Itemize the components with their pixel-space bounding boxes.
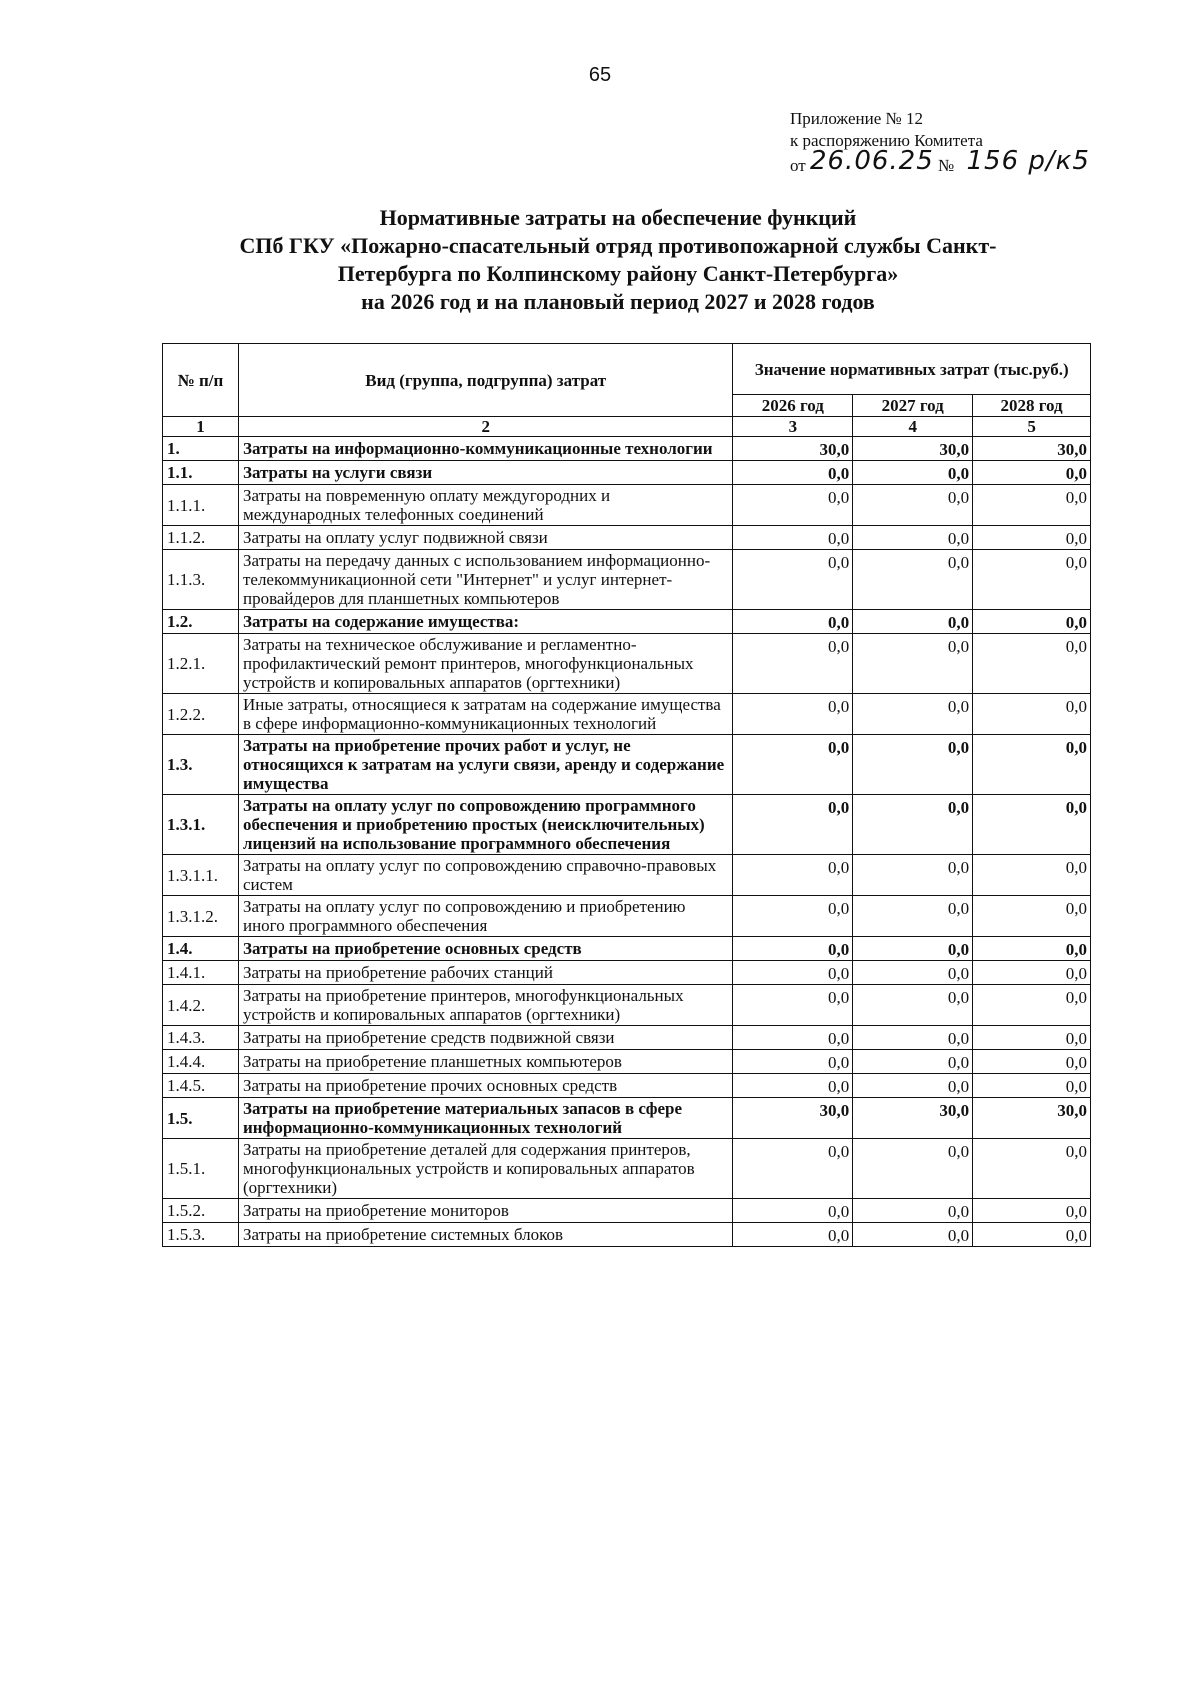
value-2027: 0,0 (853, 1050, 973, 1074)
title-line-4: на 2026 год и на плановый период 2027 и 2028 годов (361, 289, 875, 314)
row-name: Затраты на приобретение прочих основных средств (238, 1074, 732, 1098)
value-2027: 30,0 (853, 437, 973, 461)
value-2026: 30,0 (733, 437, 853, 461)
table-row (163, 985, 1091, 1026)
row-name: Затраты на техническое обслуживание и регламентно-профилактический ремонт принтеров, многофункциональных устройств и копировальных аппаратов (оргтехники) (238, 634, 732, 694)
value-2027: 0,0 (853, 1223, 973, 1247)
value-2027: 0,0 (853, 610, 973, 634)
value-2028: 0,0 (973, 1026, 1091, 1050)
row-code: 1.4.2. (163, 985, 239, 1026)
value-2026: 0,0 (733, 610, 853, 634)
value-2028: 0,0 (973, 1074, 1091, 1098)
value-2028: 0,0 (973, 526, 1091, 550)
value-2028: 0,0 (973, 485, 1091, 526)
header-type: Вид (группа, подгруппа) затрат (238, 344, 732, 417)
value-2026: 0,0 (733, 985, 853, 1026)
appendix-date-line (790, 146, 1090, 177)
value-2027: 0,0 (853, 1199, 973, 1223)
appendix-order-ref: к распоряжению Комитета (790, 131, 983, 150)
table-row (163, 694, 1091, 735)
row-name: Затраты на оплату услуг по сопровождению справочно-правовых систем (238, 855, 732, 896)
row-name: Затраты на приобретение основных средств (238, 937, 732, 961)
row-name: Затраты на приобретение принтеров, многофункциональных устройств и копировальных аппаратов (оргтехники) (238, 985, 732, 1026)
value-2027: 0,0 (853, 694, 973, 735)
table-row (163, 735, 1091, 795)
value-2028: 0,0 (973, 896, 1091, 937)
document-title (150, 204, 1086, 316)
row-name: Затраты на приобретение материальных запасов в сфере информационно-коммуникационных технологий (238, 1098, 732, 1139)
value-2026: 30,0 (733, 1098, 853, 1139)
column-index: 3 (733, 417, 853, 437)
table-row (163, 550, 1091, 610)
row-code: 1.5. (163, 1098, 239, 1139)
value-2028: 0,0 (973, 634, 1091, 694)
table-row (163, 795, 1091, 855)
value-2026: 0,0 (733, 1223, 853, 1247)
value-2027: 0,0 (853, 485, 973, 526)
value-2027: 0,0 (853, 526, 973, 550)
value-2026: 0,0 (733, 961, 853, 985)
row-name: Иные затраты, относящиеся к затратам на содержание имущества в сфере информационно-коммуникационных технологий (238, 694, 732, 735)
table-row (163, 896, 1091, 937)
column-index: 5 (973, 417, 1091, 437)
row-code: 1.4.4. (163, 1050, 239, 1074)
row-name: Затраты на приобретение планшетных компьютеров (238, 1050, 732, 1074)
column-index: 4 (853, 417, 973, 437)
value-2026: 0,0 (733, 1074, 853, 1098)
value-2026: 0,0 (733, 461, 853, 485)
row-name: Затраты на приобретение прочих работ и услуг, не относящихся к затратам на услуги связи, аренду и содержание имущества (238, 735, 732, 795)
value-2027: 0,0 (853, 634, 973, 694)
table-row (163, 1139, 1091, 1199)
row-name: Затраты на приобретение мониторов (238, 1199, 732, 1223)
value-2028: 0,0 (973, 1050, 1091, 1074)
value-2028: 0,0 (973, 795, 1091, 855)
row-code: 1.1.1. (163, 485, 239, 526)
value-2027: 0,0 (853, 855, 973, 896)
value-2028: 0,0 (973, 855, 1091, 896)
header-2027: 2027 год (853, 395, 973, 417)
row-name: Затраты на повременную оплату междугородних и международных телефонных соединений (238, 485, 732, 526)
value-2027: 0,0 (853, 937, 973, 961)
value-2026: 0,0 (733, 1199, 853, 1223)
value-2028: 0,0 (973, 550, 1091, 610)
table-row (163, 610, 1091, 634)
value-2027: 0,0 (853, 735, 973, 795)
value-2028: 30,0 (973, 1098, 1091, 1139)
value-2028: 0,0 (973, 735, 1091, 795)
row-code: 1.4.1. (163, 961, 239, 985)
appendix-block (790, 108, 1090, 177)
table-row (163, 961, 1091, 985)
value-2027: 0,0 (853, 1074, 973, 1098)
row-code: 1.1.2. (163, 526, 239, 550)
row-code: 1.4. (163, 937, 239, 961)
value-2027: 30,0 (853, 1098, 973, 1139)
table-row (163, 1098, 1091, 1139)
title-line-3: Петербурга по Колпинскому району Санкт-Петербурга» (337, 261, 899, 286)
table-row (163, 1026, 1091, 1050)
table-row (163, 1199, 1091, 1223)
table-row (163, 1074, 1091, 1098)
row-code: 1.5.3. (163, 1223, 239, 1247)
handwritten-number: 156 р/к5 (966, 146, 1090, 176)
title-line-1: Нормативные затраты на обеспечение функций (379, 205, 857, 230)
costs-table (162, 343, 1091, 1247)
value-2026: 0,0 (733, 634, 853, 694)
value-2027: 0,0 (853, 896, 973, 937)
column-index: 1 (163, 417, 239, 437)
appendix-date-prefix: от (790, 156, 806, 175)
appendix-number-sign: № (938, 156, 955, 175)
row-name: Затраты на услуги связи (238, 461, 732, 485)
row-name: Затраты на приобретение средств подвижной связи (238, 1026, 732, 1050)
header-2026: 2026 год (733, 395, 853, 417)
value-2027: 0,0 (853, 795, 973, 855)
table-row (163, 437, 1091, 461)
value-2028: 0,0 (973, 937, 1091, 961)
value-2028: 30,0 (973, 437, 1091, 461)
value-2028: 0,0 (973, 610, 1091, 634)
value-2026: 0,0 (733, 550, 853, 610)
row-name: Затраты на передачу данных с использованием информационно-телекоммуникационной сети "Интернет" и услуг интернет-провайдеров для планшетных компьютеров (238, 550, 732, 610)
header-2028: 2028 год (973, 395, 1091, 417)
table-header-row (163, 344, 1091, 395)
page-number: 65 (588, 64, 612, 86)
value-2026: 0,0 (733, 526, 853, 550)
title-line-2: СПб ГКУ «Пожарно-спасательный отряд противопожарной службы Санкт- (239, 233, 997, 258)
table-row (163, 526, 1091, 550)
value-2028: 0,0 (973, 694, 1091, 735)
value-2026: 0,0 (733, 795, 853, 855)
value-2026: 0,0 (733, 1026, 853, 1050)
header-num: № п/п (163, 344, 239, 417)
value-2026: 0,0 (733, 694, 853, 735)
value-2026: 0,0 (733, 1139, 853, 1199)
value-2027: 0,0 (853, 1139, 973, 1199)
row-code: 1.3.1. (163, 795, 239, 855)
appendix-title: Приложение № 12 (790, 109, 923, 128)
value-2028: 0,0 (973, 1139, 1091, 1199)
row-code: 1.5.2. (163, 1199, 239, 1223)
value-2026: 0,0 (733, 735, 853, 795)
row-code: 1.3. (163, 735, 239, 795)
row-code: 1.2. (163, 610, 239, 634)
value-2026: 0,0 (733, 896, 853, 937)
column-index-row (163, 417, 1091, 437)
header-values: Значение нормативных затрат (тыс.руб.) (733, 344, 1091, 395)
value-2027: 0,0 (853, 985, 973, 1026)
row-code: 1.3.1.1. (163, 855, 239, 896)
table-row (163, 1050, 1091, 1074)
row-name: Затраты на оплату услуг подвижной связи (238, 526, 732, 550)
value-2026: 0,0 (733, 855, 853, 896)
row-name: Затраты на оплату услуг по сопровождению и приобретению иного программного обеспечения (238, 896, 732, 937)
value-2026: 0,0 (733, 937, 853, 961)
row-code: 1.5.1. (163, 1139, 239, 1199)
table-row (163, 937, 1091, 961)
row-code: 1.4.5. (163, 1074, 239, 1098)
value-2027: 0,0 (853, 1026, 973, 1050)
row-code: 1.1.3. (163, 550, 239, 610)
value-2027: 0,0 (853, 461, 973, 485)
table-row (163, 485, 1091, 526)
table-row (163, 634, 1091, 694)
row-name: Затраты на приобретение деталей для содержания принтеров, многофункциональных устройств и копировальных аппаратов (оргтехники) (238, 1139, 732, 1199)
row-name: Затраты на приобретение системных блоков (238, 1223, 732, 1247)
row-code: 1. (163, 437, 239, 461)
row-code: 1.4.3. (163, 1026, 239, 1050)
table-row (163, 855, 1091, 896)
row-code: 1.1. (163, 461, 239, 485)
row-name: Затраты на содержание имущества: (238, 610, 732, 634)
value-2027: 0,0 (853, 550, 973, 610)
column-index: 2 (238, 417, 732, 437)
value-2028: 0,0 (973, 1223, 1091, 1247)
value-2026: 0,0 (733, 1050, 853, 1074)
value-2028: 0,0 (973, 1199, 1091, 1223)
row-name: Затраты на информационно-коммуникационные технологии (238, 437, 732, 461)
value-2026: 0,0 (733, 485, 853, 526)
handwritten-date: 26.06.25 (809, 146, 934, 176)
value-2028: 0,0 (973, 961, 1091, 985)
value-2027: 0,0 (853, 961, 973, 985)
value-2028: 0,0 (973, 461, 1091, 485)
row-name: Затраты на оплату услуг по сопровождению программного обеспечения и приобретению простых (неисключительных) лицензий на использование программного обеспечения (238, 795, 732, 855)
row-code: 1.2.1. (163, 634, 239, 694)
value-2028: 0,0 (973, 985, 1091, 1026)
table-row (163, 461, 1091, 485)
table-row (163, 1223, 1091, 1247)
row-code: 1.3.1.2. (163, 896, 239, 937)
row-code: 1.2.2. (163, 694, 239, 735)
row-name: Затраты на приобретение рабочих станций (238, 961, 732, 985)
